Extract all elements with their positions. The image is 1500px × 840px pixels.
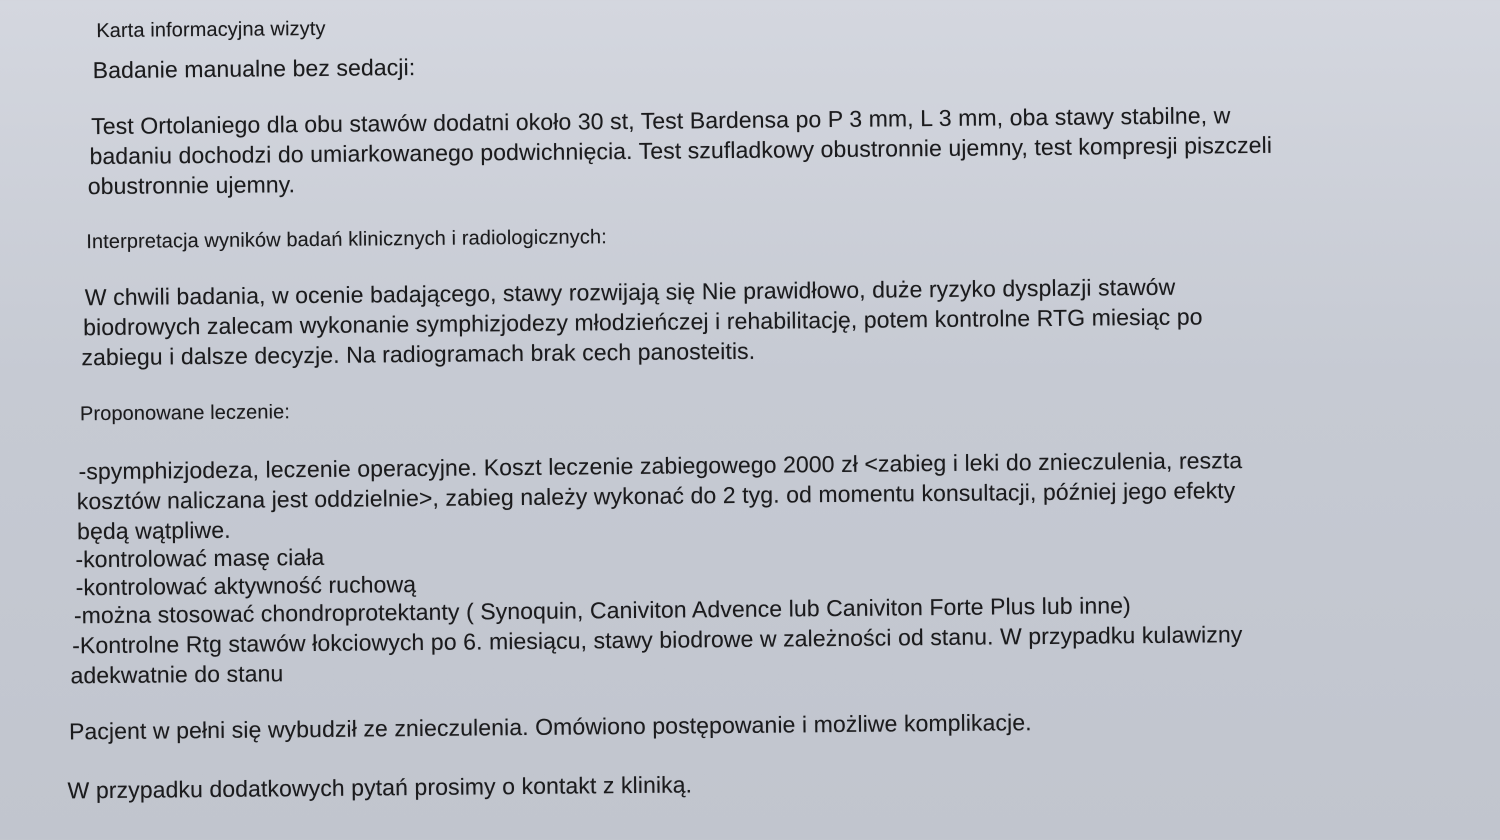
exam-line-2: badaniu dochodzi do umiarkowanego podwichnięcia. Test szufladkowy obustronnie ujemny, test kompresji piszczeli (89, 131, 1273, 170)
treatment-heading: Proponowane leczenie: (79, 401, 291, 426)
treatment-line-5: -kontrolować aktywność ruchową (75, 571, 417, 601)
treatment-line-3: będą wątpliwe. (76, 516, 231, 545)
interpretation-line-1: W chwili badania, w ocenie badającego, stawy rozwijają się Nie prawidłowo, duże ryzyko dysplazji stawów (84, 273, 1176, 311)
document-title: Karta informacyjna wizyty (96, 17, 326, 43)
exam-line-1: Test Ortolaniego dla obu stawów dodatni około 30 st, Test Bardensa po P 3 mm, L 3 mm, oba stawy stabilne, w (91, 102, 1231, 140)
treatment-line-1: -spymphizjodeza, leczenie operacyjne. Koszt leczenie zabiegowego 2000 zł <zabieg i leki do znieczulenia, reszta (78, 447, 1243, 485)
treatment-line-6: -można stosować chondroprotektanty ( Synoquin, Caniviton Advence lub Caniviton Forte Plus lub inne) (73, 592, 1131, 629)
treatment-line-4: -kontrolować masę ciała (75, 543, 325, 573)
treatment-line-8: adekwatnie do stanu (70, 660, 284, 689)
interpretation-heading: Interpretacja wyników badań klinicznych i radiologicznych: (86, 226, 607, 254)
closing-line-2: W przypadku dodatkowych pytań prosimy o kontakt z kliniką. (67, 771, 693, 804)
exam-line-3: obustronnie ujemny. (87, 171, 296, 200)
treatment-line-7: -Kontrolne Rtg stawów łokciowych po 6. miesiącu, stawy biodrowe w zależności od stanu. W przypadku kulawizny (72, 621, 1243, 659)
interpretation-line-3: zabiegu i dalsze decyzje. Na radiogramach brak cech panosteitis. (81, 337, 756, 371)
exam-heading: Badanie manualne bez sedacji: (92, 54, 416, 84)
interpretation-line-2: biodrowych zalecam wykonanie symphizjodezy młodzieńczej i rehabilitację, potem kontrolne RTG miesiąc po (83, 303, 1203, 341)
closing-line-1: Pacjent w pełni się wybudził ze znieczulenia. Omówiono postępowanie i możliwe komplikacje. (68, 709, 1032, 745)
treatment-line-2: kosztów naliczana jest oddzielnie>, zabieg należy wykonać do 2 tyg. od momentu konsultacji, później jego efekty (76, 477, 1236, 515)
